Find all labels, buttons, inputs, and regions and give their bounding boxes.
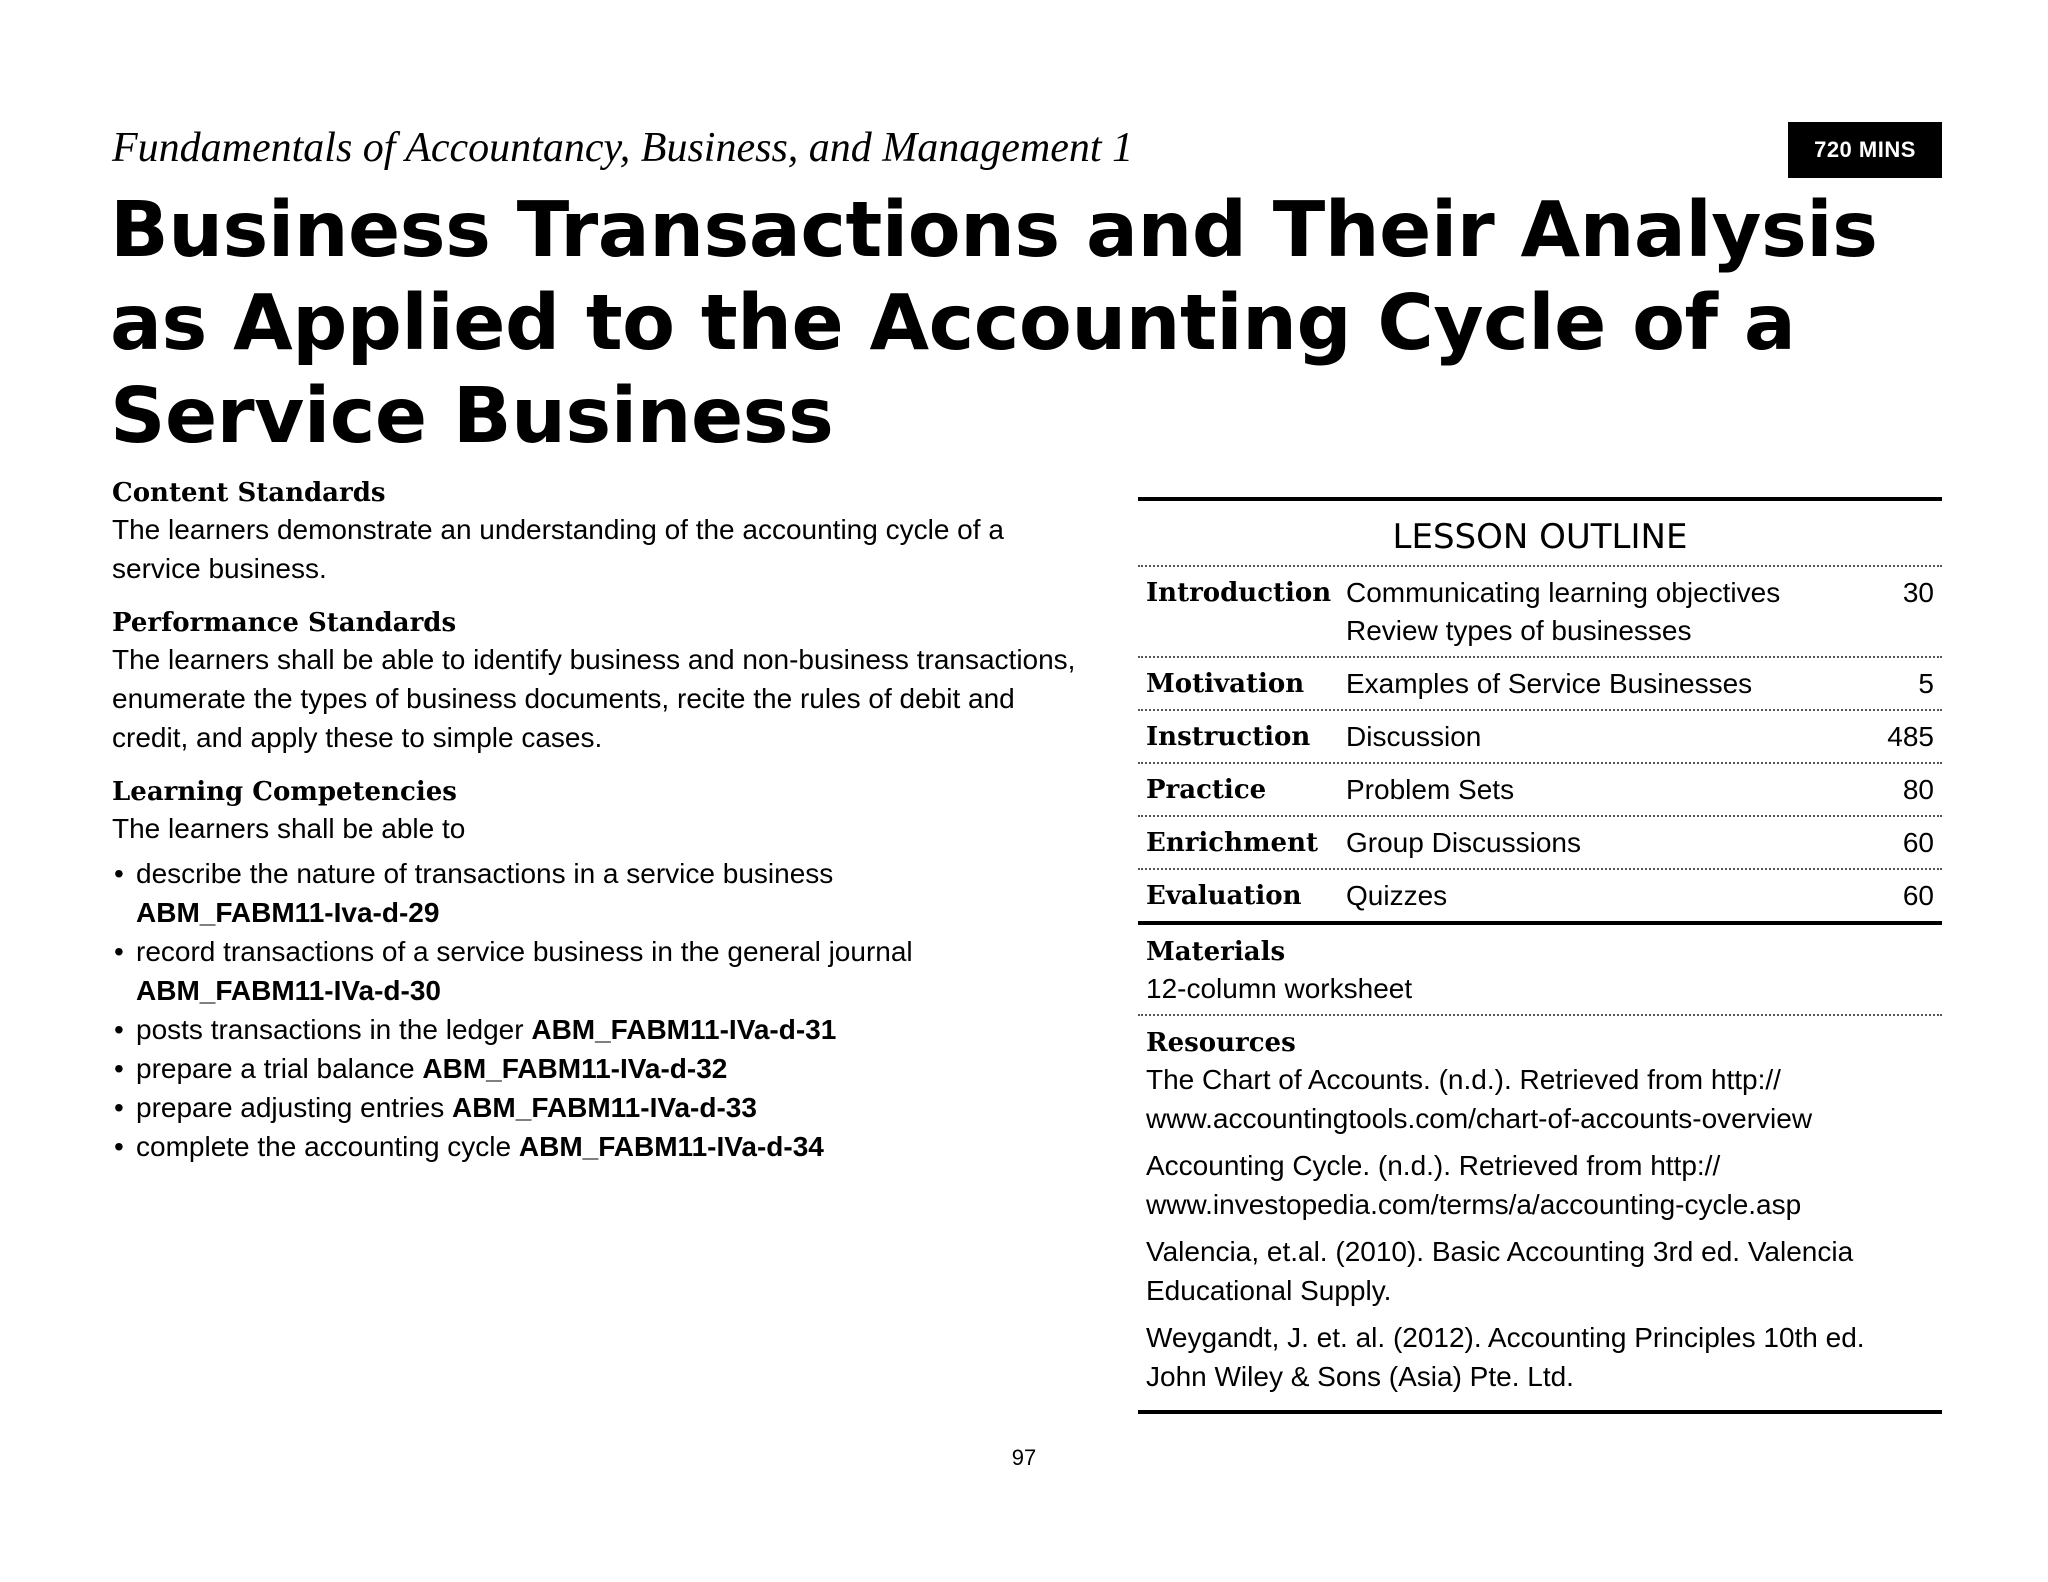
competency-item bbox=[112, 932, 1112, 1010]
competency-item bbox=[112, 1088, 1112, 1127]
lesson-title-line: as Applied to the Accounting Cycle of a bbox=[110, 279, 1796, 368]
standards-column bbox=[112, 476, 1112, 1184]
lesson-outline-title: LESSON OUTLINE bbox=[1392, 517, 1688, 557]
outline-activity: Discussion bbox=[1346, 721, 1482, 752]
outline-row-instruction bbox=[1138, 711, 1942, 762]
outline-activity: Communicating learning objectives bbox=[1346, 577, 1781, 608]
outline-activities bbox=[1346, 877, 1844, 915]
outline-activity: Examples of Service Businesses bbox=[1346, 668, 1753, 699]
lesson-title bbox=[110, 184, 1878, 463]
text-line: The learners shall be able to identify business and non-business transactions, bbox=[112, 644, 1076, 675]
resource-entry bbox=[1146, 1146, 1934, 1224]
resource-entry bbox=[1146, 1232, 1934, 1310]
outline-activity: Review types of businesses bbox=[1346, 615, 1692, 646]
outline-row-practice bbox=[1138, 764, 1942, 815]
text-line: The learners demonstrate an understanding of the accounting cycle of a bbox=[112, 514, 1004, 545]
resource-line: www.accountingtools.com/chart-of-accounts-overview bbox=[1146, 1103, 1813, 1134]
outline-phase: Enrichment bbox=[1146, 828, 1318, 858]
resource-line: www.investopedia.com/terms/a/accounting-cycle.asp bbox=[1146, 1189, 1802, 1220]
duration-badge: 720 MINS bbox=[1788, 122, 1942, 178]
content-standards-heading: Content Standards bbox=[112, 478, 386, 508]
competency-item bbox=[112, 854, 1112, 932]
text-line: credit, and apply these to simple cases. bbox=[112, 722, 603, 753]
outline-minutes: 80 bbox=[1902, 774, 1934, 805]
outline-activities bbox=[1346, 718, 1844, 756]
outline-row-evaluation bbox=[1138, 870, 1942, 921]
resource-line: Valencia, et.al. (2010). Basic Accounting 3rd ed. Valencia bbox=[1146, 1236, 1854, 1267]
competency-code: ABM_FABM11-IVa-d-30 bbox=[136, 975, 441, 1006]
materials-heading: Materials bbox=[1146, 937, 1286, 967]
bottom-rule bbox=[1138, 1410, 1942, 1414]
outline-row-enrichment bbox=[1138, 817, 1942, 868]
bullet-icon: • bbox=[114, 1053, 124, 1084]
bullet-icon: • bbox=[114, 1014, 124, 1045]
resource-line: Accounting Cycle. (n.d.). Retrieved from http:// bbox=[1146, 1150, 1721, 1181]
outline-minutes: 60 bbox=[1902, 880, 1934, 911]
outline-phase: Introduction bbox=[1146, 578, 1332, 608]
outline-activities bbox=[1346, 665, 1844, 703]
competency-item bbox=[112, 1010, 1112, 1049]
content-standards bbox=[112, 476, 1112, 588]
bullet-icon: • bbox=[114, 1131, 124, 1162]
bullet-icon: • bbox=[114, 1092, 124, 1123]
resource-entry bbox=[1146, 1318, 1934, 1396]
subject-title: Fundamentals of Accountancy, Business, and Management 1 bbox=[112, 125, 1134, 171]
resource-line: The Chart of Accounts. (n.d.). Retrieved from http:// bbox=[1146, 1064, 1781, 1095]
competency-text: prepare a trial balance bbox=[136, 1053, 423, 1084]
outline-row-introduction bbox=[1138, 567, 1942, 656]
competency-code: ABM_FABM11-Iva-d-29 bbox=[136, 897, 440, 928]
outline-activity: Group Discussions bbox=[1346, 827, 1581, 858]
outline-activities bbox=[1346, 574, 1844, 650]
competency-code: ABM_FABM11-IVa-d-33 bbox=[451, 1092, 757, 1123]
performance-standards-heading: Performance Standards bbox=[112, 608, 457, 638]
resources-heading: Resources bbox=[1146, 1028, 1296, 1058]
materials-section bbox=[1138, 925, 1942, 1014]
resource-entry bbox=[1146, 1060, 1934, 1138]
outline-activities bbox=[1346, 824, 1844, 862]
outline-phase: Instruction bbox=[1146, 722, 1311, 752]
resource-line: Weygandt, J. et. al. (2012). Accounting Principles 10th ed. bbox=[1146, 1322, 1865, 1353]
competency-text: posts transactions in the ledger bbox=[136, 1014, 532, 1045]
learning-competencies-heading: Learning Competencies bbox=[112, 777, 457, 807]
lesson-title-line: Business Transactions and Their Analysis bbox=[110, 186, 1878, 275]
lesson-outline-panel bbox=[1138, 497, 1942, 1414]
resource-line: Educational Supply. bbox=[1146, 1275, 1392, 1306]
performance-standards-text bbox=[112, 640, 1112, 757]
text-line: enumerate the types of business documents, recite the rules of debit and bbox=[112, 683, 1015, 714]
bullet-icon: • bbox=[114, 936, 124, 967]
competency-code: ABM_FABM11-IVa-d-31 bbox=[531, 1014, 837, 1045]
competency-text: describe the nature of transactions in a service business bbox=[136, 858, 834, 889]
outline-phase: Evaluation bbox=[1146, 881, 1302, 911]
performance-standards bbox=[112, 606, 1112, 757]
competency-item bbox=[112, 1127, 1112, 1166]
competency-text: complete the accounting cycle bbox=[136, 1131, 519, 1162]
outline-phase: Motivation bbox=[1146, 669, 1305, 699]
outline-minutes: 5 bbox=[1918, 668, 1934, 699]
resource-line: John Wiley & Sons (Asia) Pte. Ltd. bbox=[1146, 1361, 1574, 1392]
outline-activities bbox=[1346, 771, 1844, 809]
bullet-icon: • bbox=[114, 858, 124, 889]
outline-minutes: 30 bbox=[1902, 577, 1934, 608]
competency-list bbox=[112, 854, 1112, 1166]
learning-competencies bbox=[112, 775, 1112, 1166]
outline-row-motivation bbox=[1138, 658, 1942, 709]
competency-code: ABM_FABM11-IVa-d-32 bbox=[422, 1053, 728, 1084]
competency-code: ABM_FABM11-IVa-d-34 bbox=[518, 1131, 824, 1162]
content-standards-text bbox=[112, 510, 1112, 588]
outline-activity: Problem Sets bbox=[1346, 774, 1515, 805]
outline-minutes: 485 bbox=[1887, 721, 1934, 752]
competency-text: prepare adjusting entries bbox=[136, 1092, 452, 1123]
competency-item bbox=[112, 1049, 1112, 1088]
materials-text: 12-column worksheet bbox=[1146, 973, 1413, 1004]
lesson-title-line: Service Business bbox=[110, 372, 834, 461]
page-number: 97 bbox=[1011, 1445, 1037, 1470]
resources-section bbox=[1138, 1016, 1942, 1410]
text-line: service business. bbox=[112, 553, 327, 584]
competency-text: record transactions of a service business in the general journal bbox=[136, 936, 913, 967]
outline-minutes: 60 bbox=[1902, 827, 1934, 858]
outline-phase: Practice bbox=[1146, 775, 1267, 805]
learning-competencies-intro: The learners shall be able to bbox=[112, 813, 466, 844]
outline-activity: Quizzes bbox=[1346, 880, 1448, 911]
